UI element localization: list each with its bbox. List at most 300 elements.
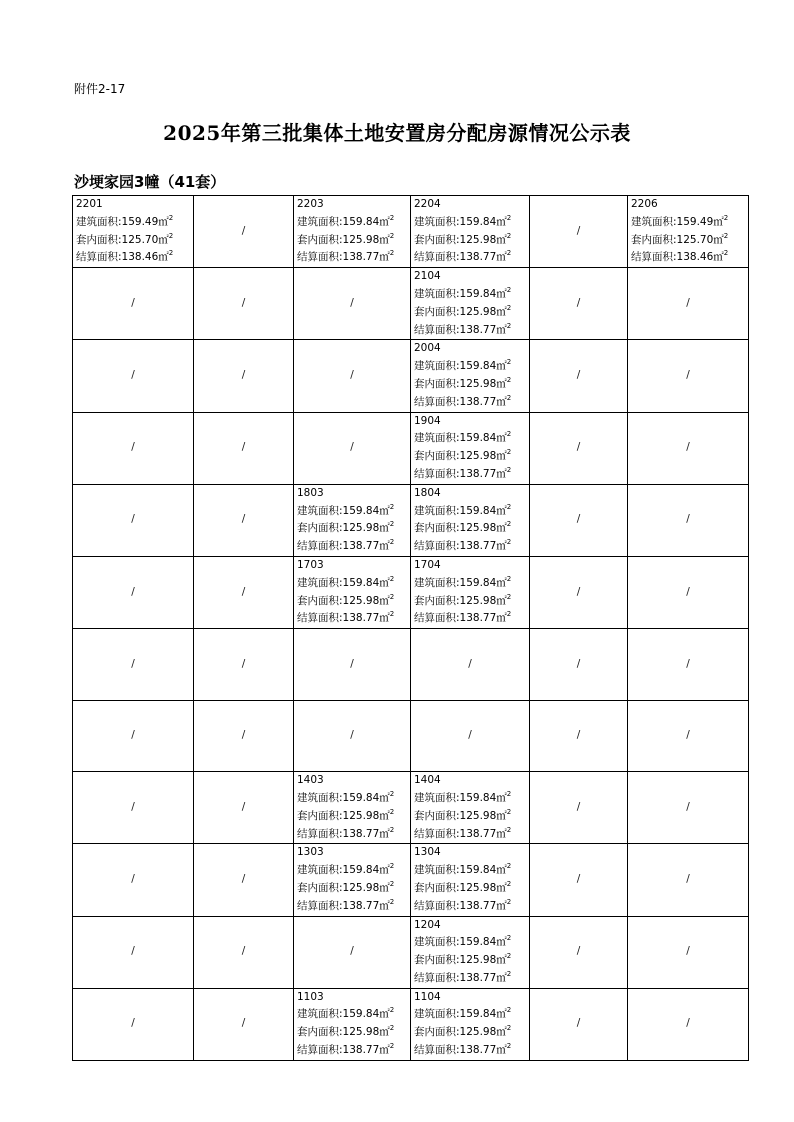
area-value: 125.98 bbox=[342, 522, 380, 535]
area-label: 建筑面积: bbox=[414, 576, 460, 589]
area-unit: ㎡ bbox=[379, 522, 390, 535]
area-value: 138.77 bbox=[342, 827, 380, 840]
table-body bbox=[73, 196, 749, 1061]
area-value: 159.84 bbox=[342, 576, 380, 589]
area-line bbox=[414, 952, 529, 970]
area-value: 125.98 bbox=[342, 809, 380, 822]
area-value: 138.77 bbox=[342, 540, 380, 553]
empty-cell: / bbox=[73, 916, 194, 988]
area-line bbox=[297, 503, 410, 521]
empty-cell: / bbox=[194, 701, 294, 772]
area-label: 建筑面积: bbox=[414, 215, 460, 228]
unit-number: 2104 bbox=[414, 270, 441, 283]
table-row bbox=[73, 916, 749, 988]
area-unit-superscript: 2 bbox=[506, 574, 512, 583]
area-unit-superscript: 2 bbox=[506, 1024, 512, 1033]
area-unit: ㎡ bbox=[496, 1008, 507, 1021]
table-row bbox=[73, 844, 749, 916]
empty-cell: / bbox=[530, 412, 628, 484]
area-unit-superscript: 2 bbox=[389, 249, 395, 258]
area-unit-superscript: 2 bbox=[506, 807, 512, 816]
area-unit: ㎡ bbox=[379, 504, 390, 517]
area-unit: ㎡ bbox=[379, 540, 390, 553]
empty-cell: / bbox=[530, 844, 628, 916]
area-line bbox=[631, 214, 748, 232]
area-unit: ㎡ bbox=[496, 936, 507, 949]
area-label: 套内面积: bbox=[297, 809, 343, 822]
area-unit-superscript: 2 bbox=[506, 952, 512, 961]
area-value: 159.49 bbox=[121, 215, 159, 228]
area-unit-superscript: 2 bbox=[506, 321, 512, 330]
area-value: 159.84 bbox=[459, 1008, 497, 1021]
area-unit: ㎡ bbox=[496, 467, 507, 480]
area-value: 138.77 bbox=[459, 467, 497, 480]
unit-number: 1904 bbox=[414, 414, 441, 427]
area-unit-superscript: 2 bbox=[389, 789, 395, 798]
empty-cell: / bbox=[530, 556, 628, 628]
area-unit-superscript: 2 bbox=[168, 231, 174, 240]
empty-cell: / bbox=[73, 268, 194, 340]
unit-number: 1704 bbox=[414, 558, 441, 571]
area-unit: ㎡ bbox=[496, 360, 507, 373]
area-line bbox=[414, 520, 529, 538]
area-line bbox=[297, 862, 410, 880]
empty-cell: / bbox=[73, 629, 194, 701]
area-value: 138.77 bbox=[459, 971, 497, 984]
empty-cell: / bbox=[628, 844, 749, 916]
area-line bbox=[414, 575, 529, 593]
area-label: 套内面积: bbox=[414, 1026, 460, 1039]
area-value: 159.84 bbox=[459, 936, 497, 949]
unit-cell bbox=[294, 196, 411, 268]
area-label: 结算面积: bbox=[297, 251, 343, 264]
area-value: 138.46 bbox=[121, 251, 159, 264]
area-label: 结算面积: bbox=[297, 612, 343, 625]
area-unit: ㎡ bbox=[379, 233, 390, 246]
page-title: 2025年第三批集体土地安置房分配房源情况公示表 bbox=[163, 121, 631, 145]
area-unit: ㎡ bbox=[158, 233, 169, 246]
unit-number: 1703 bbox=[297, 558, 324, 571]
area-line bbox=[414, 322, 529, 340]
empty-cell: / bbox=[294, 701, 411, 772]
empty-cell: / bbox=[628, 916, 749, 988]
area-value: 138.77 bbox=[342, 1044, 380, 1057]
unit-cell bbox=[628, 196, 749, 268]
area-line bbox=[297, 520, 410, 538]
unit-number: 2004 bbox=[414, 342, 441, 355]
empty-cell: / bbox=[194, 988, 294, 1060]
area-unit: ㎡ bbox=[496, 881, 507, 894]
area-value: 125.98 bbox=[459, 450, 497, 463]
area-unit: ㎡ bbox=[496, 954, 507, 967]
area-unit: ㎡ bbox=[713, 251, 724, 264]
empty-cell: / bbox=[194, 412, 294, 484]
area-label: 结算面积: bbox=[76, 251, 122, 264]
area-label: 建筑面积: bbox=[631, 215, 677, 228]
empty-cell: / bbox=[73, 988, 194, 1060]
empty-cell: / bbox=[530, 196, 628, 268]
area-value: 125.98 bbox=[459, 809, 497, 822]
area-value: 159.84 bbox=[342, 215, 380, 228]
unit-cell bbox=[411, 196, 530, 268]
area-unit: ㎡ bbox=[496, 504, 507, 517]
area-line bbox=[297, 538, 410, 556]
area-line bbox=[414, 1042, 529, 1060]
area-value: 159.84 bbox=[459, 432, 497, 445]
area-label: 套内面积: bbox=[414, 377, 460, 390]
empty-cell: / bbox=[530, 340, 628, 412]
empty-cell: / bbox=[73, 701, 194, 772]
area-unit: ㎡ bbox=[158, 251, 169, 264]
area-unit-superscript: 2 bbox=[506, 358, 512, 367]
area-label: 建筑面积: bbox=[297, 215, 343, 228]
area-label: 结算面积: bbox=[414, 467, 460, 480]
area-line bbox=[76, 214, 193, 232]
area-line bbox=[414, 214, 529, 232]
empty-cell: / bbox=[194, 340, 294, 412]
area-line bbox=[297, 880, 410, 898]
area-unit-superscript: 2 bbox=[506, 285, 512, 294]
area-label: 套内面积: bbox=[414, 522, 460, 535]
area-unit-superscript: 2 bbox=[168, 213, 174, 222]
area-unit-superscript: 2 bbox=[389, 610, 395, 619]
area-value: 159.84 bbox=[342, 791, 380, 804]
area-unit: ㎡ bbox=[496, 612, 507, 625]
area-line bbox=[414, 970, 529, 988]
area-label: 建筑面积: bbox=[414, 504, 460, 517]
empty-cell: / bbox=[628, 412, 749, 484]
area-label: 结算面积: bbox=[631, 251, 677, 264]
empty-cell: / bbox=[530, 484, 628, 556]
area-value: 138.77 bbox=[459, 899, 497, 912]
area-line bbox=[414, 448, 529, 466]
area-value: 125.98 bbox=[342, 881, 380, 894]
area-unit: ㎡ bbox=[379, 881, 390, 894]
area-value: 125.98 bbox=[459, 881, 497, 894]
empty-cell: / bbox=[628, 268, 749, 340]
unit-cell bbox=[294, 988, 411, 1060]
area-unit: ㎡ bbox=[496, 864, 507, 877]
area-line bbox=[414, 1006, 529, 1024]
area-unit-superscript: 2 bbox=[389, 538, 395, 547]
area-label: 结算面积: bbox=[414, 827, 460, 840]
area-line bbox=[414, 862, 529, 880]
area-unit: ㎡ bbox=[496, 377, 507, 390]
empty-cell: / bbox=[73, 484, 194, 556]
area-unit: ㎡ bbox=[496, 791, 507, 804]
area-value: 159.49 bbox=[676, 215, 714, 228]
empty-cell: / bbox=[628, 629, 749, 701]
area-unit-superscript: 2 bbox=[506, 375, 512, 384]
empty-cell: / bbox=[194, 916, 294, 988]
area-unit-superscript: 2 bbox=[389, 862, 395, 871]
empty-cell: / bbox=[194, 196, 294, 268]
area-line bbox=[297, 826, 410, 844]
area-unit: ㎡ bbox=[379, 809, 390, 822]
area-value: 138.77 bbox=[459, 251, 497, 264]
empty-cell: / bbox=[628, 556, 749, 628]
area-value: 138.77 bbox=[459, 395, 497, 408]
table-row bbox=[73, 988, 749, 1060]
table-row bbox=[73, 196, 749, 268]
empty-cell: / bbox=[194, 268, 294, 340]
area-unit-superscript: 2 bbox=[506, 969, 512, 978]
area-label: 结算面积: bbox=[414, 251, 460, 264]
area-unit-superscript: 2 bbox=[506, 934, 512, 943]
area-line bbox=[414, 593, 529, 611]
unit-number: 1403 bbox=[297, 774, 324, 787]
table-row bbox=[73, 701, 749, 772]
unit-cell bbox=[411, 484, 530, 556]
area-value: 159.84 bbox=[342, 1008, 380, 1021]
area-unit-superscript: 2 bbox=[506, 502, 512, 511]
area-value: 138.77 bbox=[459, 323, 497, 336]
area-label: 结算面积: bbox=[414, 899, 460, 912]
area-unit-superscript: 2 bbox=[389, 897, 395, 906]
area-value: 125.70 bbox=[121, 233, 159, 246]
area-unit-superscript: 2 bbox=[506, 789, 512, 798]
empty-cell: / bbox=[294, 268, 411, 340]
area-unit-superscript: 2 bbox=[506, 897, 512, 906]
area-label: 套内面积: bbox=[76, 233, 122, 246]
area-unit: ㎡ bbox=[496, 540, 507, 553]
area-line bbox=[76, 249, 193, 267]
area-label: 建筑面积: bbox=[414, 360, 460, 373]
unit-cell bbox=[294, 556, 411, 628]
area-unit-superscript: 2 bbox=[506, 393, 512, 402]
area-unit-superscript: 2 bbox=[506, 592, 512, 601]
area-unit-superscript: 2 bbox=[723, 249, 729, 258]
unit-cell bbox=[294, 772, 411, 844]
area-line bbox=[414, 376, 529, 394]
area-line bbox=[414, 826, 529, 844]
unit-cell bbox=[411, 844, 530, 916]
area-line bbox=[297, 593, 410, 611]
empty-cell: / bbox=[530, 629, 628, 701]
empty-cell: / bbox=[530, 988, 628, 1060]
area-label: 结算面积: bbox=[414, 323, 460, 336]
area-line bbox=[414, 503, 529, 521]
empty-cell: / bbox=[194, 556, 294, 628]
unit-number: 1303 bbox=[297, 846, 324, 859]
area-line bbox=[297, 232, 410, 250]
area-label: 结算面积: bbox=[414, 971, 460, 984]
unit-number: 1103 bbox=[297, 990, 324, 1003]
area-unit-superscript: 2 bbox=[168, 249, 174, 258]
area-unit: ㎡ bbox=[379, 791, 390, 804]
area-value: 138.77 bbox=[342, 612, 380, 625]
empty-cell: / bbox=[628, 484, 749, 556]
area-value: 138.77 bbox=[459, 827, 497, 840]
area-label: 套内面积: bbox=[631, 233, 677, 246]
area-unit-superscript: 2 bbox=[389, 520, 395, 529]
area-unit: ㎡ bbox=[379, 1008, 390, 1021]
area-unit: ㎡ bbox=[496, 233, 507, 246]
area-unit: ㎡ bbox=[158, 215, 169, 228]
unit-cell bbox=[411, 412, 530, 484]
area-label: 结算面积: bbox=[297, 899, 343, 912]
area-line bbox=[414, 466, 529, 484]
area-unit: ㎡ bbox=[379, 215, 390, 228]
empty-cell: / bbox=[628, 772, 749, 844]
area-unit: ㎡ bbox=[496, 576, 507, 589]
area-label: 套内面积: bbox=[297, 594, 343, 607]
unit-number: 2204 bbox=[414, 198, 441, 210]
area-unit: ㎡ bbox=[496, 809, 507, 822]
area-line bbox=[414, 1024, 529, 1042]
area-label: 套内面积: bbox=[414, 233, 460, 246]
unit-number: 1104 bbox=[414, 990, 441, 1003]
area-line bbox=[414, 232, 529, 250]
area-unit-superscript: 2 bbox=[389, 574, 395, 583]
area-line bbox=[297, 610, 410, 628]
area-unit-superscript: 2 bbox=[506, 862, 512, 871]
area-unit-superscript: 2 bbox=[506, 879, 512, 888]
empty-cell: / bbox=[73, 412, 194, 484]
unit-cell bbox=[411, 916, 530, 988]
area-value: 125.98 bbox=[342, 233, 380, 246]
area-label: 建筑面积: bbox=[414, 864, 460, 877]
area-unit: ㎡ bbox=[496, 450, 507, 463]
area-label: 结算面积: bbox=[414, 395, 460, 408]
area-unit: ㎡ bbox=[379, 594, 390, 607]
empty-cell: / bbox=[628, 988, 749, 1060]
area-label: 建筑面积: bbox=[76, 215, 122, 228]
area-unit-superscript: 2 bbox=[389, 592, 395, 601]
area-line bbox=[631, 249, 748, 267]
area-unit-superscript: 2 bbox=[506, 1006, 512, 1015]
area-line bbox=[414, 358, 529, 376]
area-unit-superscript: 2 bbox=[723, 213, 729, 222]
area-value: 125.70 bbox=[676, 233, 714, 246]
area-unit-superscript: 2 bbox=[389, 807, 395, 816]
area-label: 结算面积: bbox=[414, 612, 460, 625]
area-label: 结算面积: bbox=[414, 1044, 460, 1057]
unit-number: 1204 bbox=[414, 918, 441, 931]
area-line bbox=[414, 430, 529, 448]
attachment-label: 附件2-17 bbox=[74, 82, 126, 96]
area-label: 结算面积: bbox=[297, 540, 343, 553]
area-unit: ㎡ bbox=[496, 827, 507, 840]
area-unit: ㎡ bbox=[379, 899, 390, 912]
area-unit: ㎡ bbox=[496, 899, 507, 912]
area-value: 125.98 bbox=[459, 522, 497, 535]
area-label: 套内面积: bbox=[414, 954, 460, 967]
area-unit-superscript: 2 bbox=[389, 1042, 395, 1051]
area-value: 125.98 bbox=[459, 233, 497, 246]
area-unit-superscript: 2 bbox=[389, 1006, 395, 1015]
area-line bbox=[414, 880, 529, 898]
area-unit-superscript: 2 bbox=[389, 879, 395, 888]
area-unit-superscript: 2 bbox=[506, 249, 512, 258]
area-unit-superscript: 2 bbox=[389, 231, 395, 240]
area-unit-superscript: 2 bbox=[506, 448, 512, 457]
area-value: 125.98 bbox=[459, 1026, 497, 1039]
building-subtitle: 沙埂家园3幢（41套） bbox=[74, 173, 226, 191]
area-line bbox=[414, 934, 529, 952]
area-unit-superscript: 2 bbox=[389, 502, 395, 511]
empty-cell: / bbox=[530, 268, 628, 340]
area-line bbox=[414, 304, 529, 322]
area-value: 159.84 bbox=[459, 287, 497, 300]
area-unit: ㎡ bbox=[379, 1044, 390, 1057]
area-label: 建筑面积: bbox=[297, 864, 343, 877]
area-line bbox=[297, 898, 410, 916]
area-value: 159.84 bbox=[342, 504, 380, 517]
area-value: 138.77 bbox=[459, 612, 497, 625]
area-line bbox=[414, 808, 529, 826]
area-unit-superscript: 2 bbox=[506, 538, 512, 547]
unit-number: 2203 bbox=[297, 198, 324, 210]
unit-cell bbox=[411, 340, 530, 412]
area-line bbox=[414, 286, 529, 304]
area-value: 159.84 bbox=[459, 791, 497, 804]
area-unit-superscript: 2 bbox=[506, 520, 512, 529]
empty-cell: / bbox=[411, 701, 530, 772]
empty-cell: / bbox=[194, 844, 294, 916]
area-value: 138.77 bbox=[342, 251, 380, 264]
area-unit: ㎡ bbox=[496, 1044, 507, 1057]
area-unit-superscript: 2 bbox=[506, 465, 512, 474]
empty-cell: / bbox=[73, 772, 194, 844]
empty-cell: / bbox=[194, 484, 294, 556]
empty-cell: / bbox=[628, 701, 749, 772]
unit-cell bbox=[411, 556, 530, 628]
area-unit-superscript: 2 bbox=[506, 1042, 512, 1051]
area-label: 套内面积: bbox=[297, 881, 343, 894]
area-unit-superscript: 2 bbox=[389, 825, 395, 834]
area-line bbox=[414, 790, 529, 808]
area-label: 套内面积: bbox=[414, 809, 460, 822]
area-label: 建筑面积: bbox=[414, 936, 460, 949]
area-label: 套内面积: bbox=[414, 594, 460, 607]
empty-cell: / bbox=[194, 629, 294, 701]
area-unit: ㎡ bbox=[496, 323, 507, 336]
unit-cell bbox=[294, 484, 411, 556]
area-unit: ㎡ bbox=[496, 287, 507, 300]
area-unit: ㎡ bbox=[496, 432, 507, 445]
area-unit-superscript: 2 bbox=[506, 430, 512, 439]
table-row bbox=[73, 340, 749, 412]
area-label: 建筑面积: bbox=[297, 791, 343, 804]
area-line bbox=[297, 1042, 410, 1060]
area-value: 138.77 bbox=[459, 1044, 497, 1057]
area-label: 套内面积: bbox=[297, 233, 343, 246]
area-line bbox=[297, 790, 410, 808]
area-unit: ㎡ bbox=[496, 522, 507, 535]
unit-number: 2201 bbox=[76, 198, 103, 210]
area-value: 125.98 bbox=[459, 954, 497, 967]
area-line bbox=[414, 249, 529, 267]
area-unit-superscript: 2 bbox=[389, 213, 395, 222]
area-line bbox=[297, 808, 410, 826]
area-value: 159.84 bbox=[459, 215, 497, 228]
area-unit: ㎡ bbox=[496, 395, 507, 408]
empty-cell: / bbox=[294, 916, 411, 988]
area-label: 结算面积: bbox=[414, 540, 460, 553]
area-label: 结算面积: bbox=[297, 827, 343, 840]
empty-cell: / bbox=[530, 701, 628, 772]
table-row bbox=[73, 484, 749, 556]
area-unit: ㎡ bbox=[496, 305, 507, 318]
area-unit: ㎡ bbox=[496, 215, 507, 228]
area-unit: ㎡ bbox=[496, 1026, 507, 1039]
area-unit-superscript: 2 bbox=[723, 231, 729, 240]
area-line bbox=[414, 610, 529, 628]
area-value: 125.98 bbox=[459, 377, 497, 390]
area-value: 159.84 bbox=[459, 576, 497, 589]
area-line bbox=[76, 232, 193, 250]
